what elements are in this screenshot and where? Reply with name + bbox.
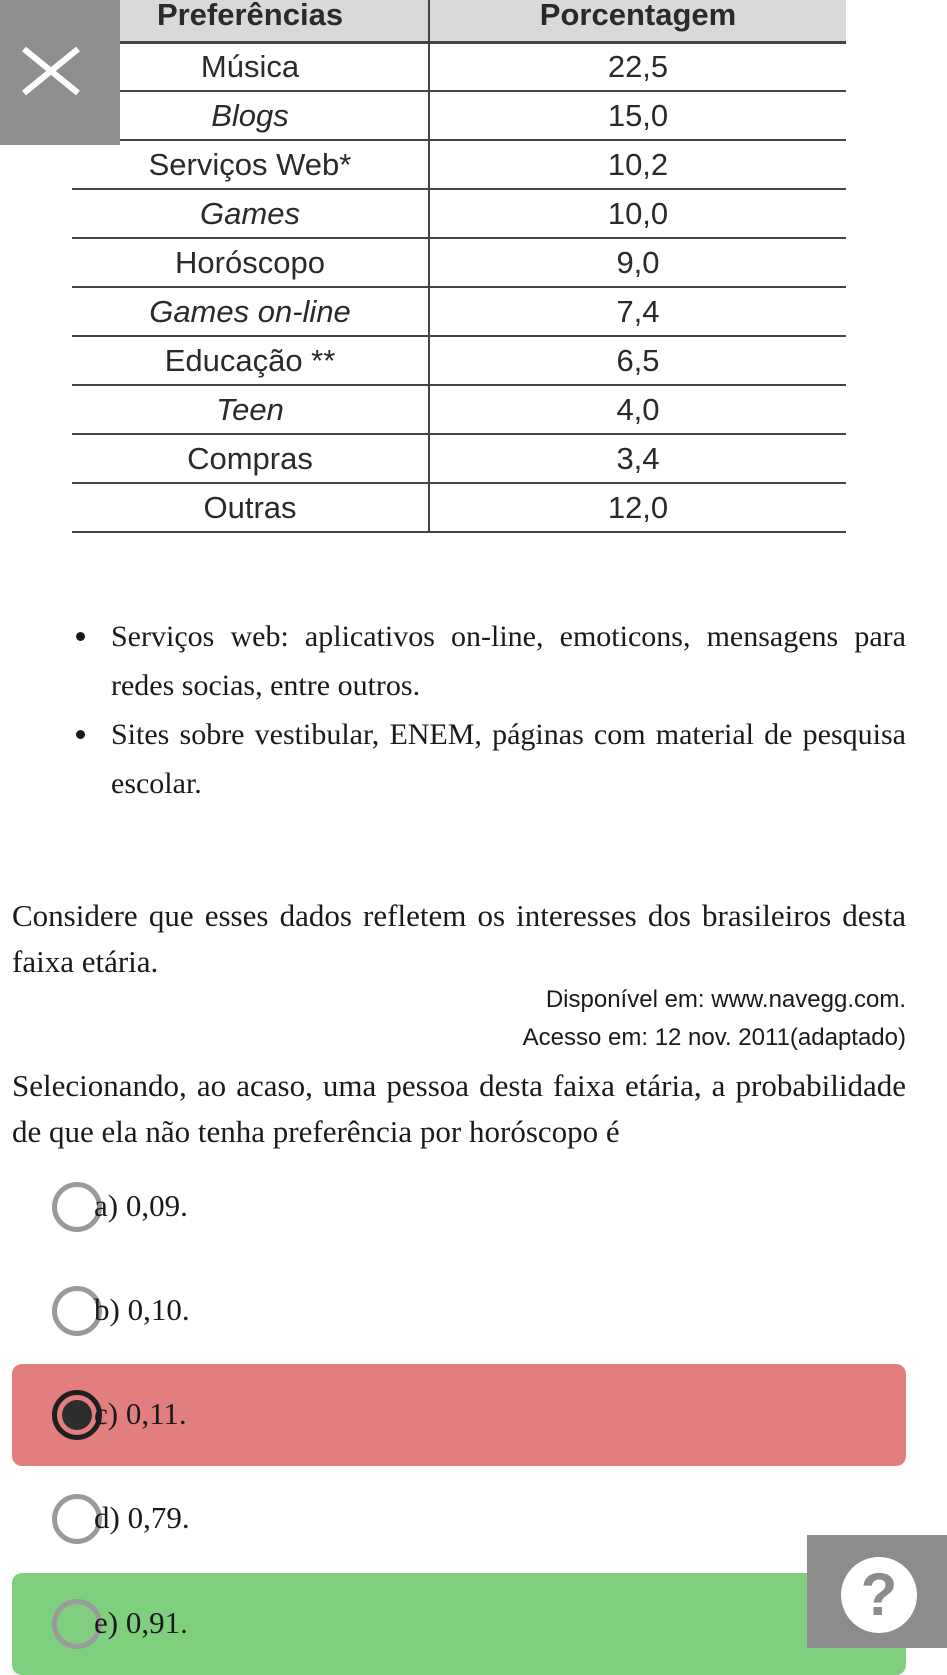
source-line-2: Acesso em: 12 nov. 2011(adaptado) bbox=[522, 1024, 906, 1051]
preferences-table bbox=[72, 0, 846, 533]
option-e[interactable] bbox=[12, 1573, 906, 1675]
table-row bbox=[72, 336, 846, 385]
question-text: Selecionando, ao acaso, uma pessoa desta faixa etária, a probabilidade de que ela não tenha preferência por horóscopo é bbox=[12, 1068, 906, 1149]
percentage-cell: 10,2 bbox=[429, 140, 846, 189]
table-row bbox=[72, 42, 846, 91]
percentage-cell: 10,0 bbox=[429, 189, 846, 238]
footnotes bbox=[70, 612, 906, 808]
preference-cell: Outras bbox=[72, 483, 429, 532]
table-body bbox=[72, 42, 846, 532]
table-row bbox=[72, 385, 846, 434]
table-row bbox=[72, 434, 846, 483]
percentage-header: Porcentagem bbox=[429, 0, 846, 42]
percentage-cell: 4,0 bbox=[429, 385, 846, 434]
preference-cell: Teen bbox=[72, 385, 429, 434]
table-row bbox=[72, 91, 846, 140]
preference-cell: Serviços Web* bbox=[72, 140, 429, 189]
preference-cell: Educação ** bbox=[72, 336, 429, 385]
option-c[interactable] bbox=[12, 1364, 906, 1466]
percentage-cell: 6,5 bbox=[429, 336, 846, 385]
context-text: Considere que esses dados refletem os interesses dos brasileiros desta faixa etária. bbox=[12, 898, 906, 979]
preference-cell: Games on-line bbox=[72, 287, 429, 336]
option-d[interactable] bbox=[12, 1468, 906, 1570]
table-row bbox=[72, 189, 846, 238]
percentage-cell: 22,5 bbox=[429, 42, 846, 91]
table-row bbox=[72, 483, 846, 532]
footnote-web-services: Serviços web: aplicativos on-line, emoticons, mensagens para redes socias, entre outros. bbox=[70, 612, 906, 710]
preference-cell: Blogs bbox=[72, 91, 429, 140]
help-button[interactable] bbox=[807, 1535, 947, 1648]
option-a[interactable] bbox=[12, 1156, 906, 1258]
percentage-cell: 3,4 bbox=[429, 434, 846, 483]
percentage-cell: 7,4 bbox=[429, 287, 846, 336]
option-d-label: d) 0,79. bbox=[94, 1500, 190, 1535]
option-b-label: b) 0,10. bbox=[94, 1292, 190, 1327]
footnote-education: Sites sobre vestibular, ENEM, páginas com material de pesquisa escolar. bbox=[70, 710, 906, 808]
option-b[interactable] bbox=[12, 1260, 906, 1362]
option-e-label: e) 0,91. bbox=[94, 1605, 188, 1640]
close-button[interactable] bbox=[0, 0, 120, 145]
preference-cell: Música bbox=[72, 42, 429, 91]
option-c-label: c) 0,11. bbox=[94, 1396, 187, 1431]
preferences-header: Preferências bbox=[72, 0, 429, 42]
question-mark-icon: ? bbox=[841, 1557, 917, 1633]
preference-cell: Games bbox=[72, 189, 429, 238]
preferences-table-container bbox=[72, 0, 846, 533]
source-line-1: Disponível em: www.navegg.com. bbox=[545, 986, 906, 1013]
close-icon bbox=[20, 45, 82, 97]
preference-cell: Horóscopo bbox=[72, 238, 429, 287]
table-row bbox=[72, 287, 846, 336]
percentage-cell: 15,0 bbox=[429, 91, 846, 140]
percentage-cell: 9,0 bbox=[429, 238, 846, 287]
percentage-cell: 12,0 bbox=[429, 483, 846, 532]
table-header-row bbox=[72, 0, 846, 42]
table-row bbox=[72, 238, 846, 287]
preference-cell: Compras bbox=[72, 434, 429, 483]
table-row bbox=[72, 140, 846, 189]
option-a-label: a) 0,09. bbox=[94, 1188, 188, 1223]
